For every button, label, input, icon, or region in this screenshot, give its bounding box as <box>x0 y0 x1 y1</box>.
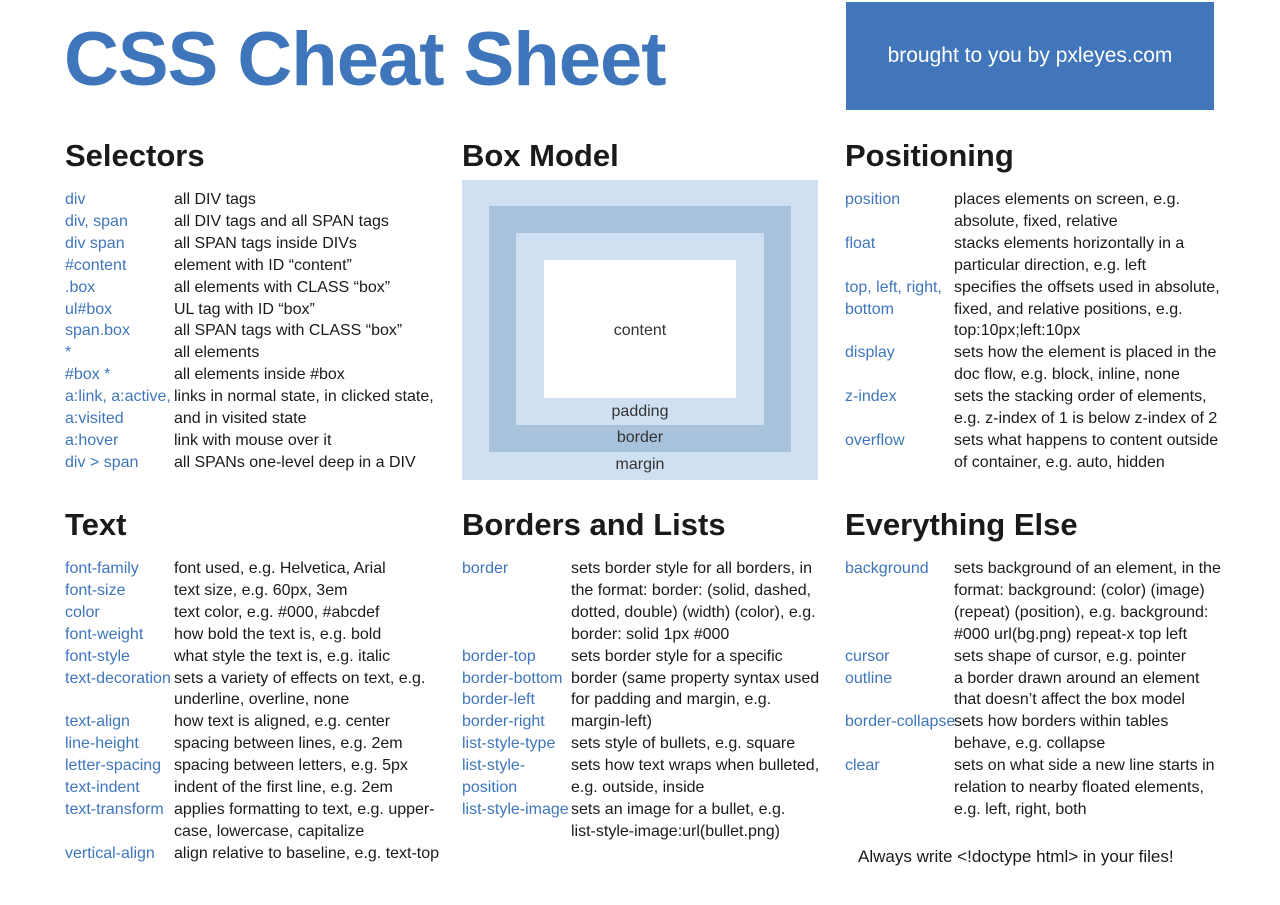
property-description <box>174 558 386 580</box>
page-title: CSS Cheat Sheet <box>64 17 666 102</box>
property-name <box>845 646 954 668</box>
property-name <box>65 364 174 386</box>
property-description <box>174 386 434 430</box>
property-description <box>954 430 1218 474</box>
property-description-line: sets an image for a bullet, e.g. <box>571 800 786 818</box>
property-description-line: sets how the element is placed in the <box>954 344 1217 362</box>
property-name-line: clear <box>845 757 880 775</box>
property-name-line: overflow <box>845 431 905 449</box>
definition-row <box>462 799 819 843</box>
property-name-line: div <box>65 191 86 208</box>
definition-row <box>65 580 439 602</box>
property-name-line: #content <box>65 256 127 274</box>
property-description-line: how text is aligned, e.g. center <box>174 713 391 731</box>
property-description-line: indent of the first line, e.g. 2em <box>174 779 393 797</box>
property-description-line: align relative to baseline, e.g. text-top <box>174 844 440 862</box>
property-name-line: div span <box>65 234 125 252</box>
property-name-line: border-right <box>462 713 545 731</box>
property-name-line: list-style- <box>462 757 526 775</box>
property-description-line: element with ID “content” <box>174 256 352 274</box>
everything-else-list <box>845 558 1221 821</box>
property-description-line: margin-left) <box>571 713 652 731</box>
property-description <box>954 646 1186 668</box>
margin-label: margin <box>615 456 665 473</box>
property-description <box>174 430 331 452</box>
property-name <box>65 711 174 733</box>
property-description <box>174 624 381 646</box>
property-description-line: sets how borders within tables <box>954 713 1169 731</box>
property-description-line: what style the text is, e.g. italic <box>174 647 391 665</box>
property-description <box>174 711 390 733</box>
property-description-line: absolute, fixed, relative <box>954 212 1118 230</box>
property-name <box>845 342 954 386</box>
property-name <box>65 277 174 299</box>
borders-lists-list <box>462 558 819 843</box>
property-name-line: border <box>462 560 509 577</box>
property-description-line: case, lowercase, capitalize <box>174 822 365 840</box>
property-description-line: specifies the offsets used in absolute, <box>954 278 1220 296</box>
property-name-line: text-decoration <box>65 669 171 687</box>
property-name-line: outline <box>845 669 893 687</box>
property-description-line: text size, e.g. 60px, 3em <box>174 581 348 599</box>
property-name <box>65 342 174 364</box>
property-description-line: all DIV tags <box>174 191 256 208</box>
property-name-line: position <box>462 779 518 797</box>
property-description <box>174 364 345 386</box>
definition-row <box>65 211 434 233</box>
positioning-list <box>845 189 1220 474</box>
property-description-line: all SPAN tags with CLASS “box” <box>174 322 403 340</box>
property-name <box>65 255 174 277</box>
property-name <box>462 799 571 843</box>
property-name <box>65 843 174 865</box>
property-description-line: all elements inside #box <box>174 366 345 384</box>
box-model-heading: Box Model <box>462 138 619 173</box>
property-description-line: all elements <box>174 344 260 362</box>
property-name-line: border-collapse <box>845 713 956 731</box>
property-name-line: text-align <box>65 713 130 731</box>
property-description <box>954 558 1221 646</box>
property-name <box>845 189 954 233</box>
property-description <box>571 733 795 755</box>
property-description-line: for padding and margin, e.g. <box>571 691 772 709</box>
definition-row <box>462 755 819 799</box>
property-name <box>462 646 571 734</box>
definition-row <box>65 386 434 430</box>
banner-text: brought to you by pxleyes.com <box>887 44 1173 67</box>
property-name <box>65 558 174 580</box>
property-name-line: float <box>845 234 876 252</box>
property-name <box>65 452 174 474</box>
property-description <box>571 799 785 843</box>
property-description-line: sets border style for all borders, in <box>571 560 812 577</box>
property-name-line: a:hover <box>65 431 119 449</box>
property-description-line: sets border style for a specific <box>571 647 783 665</box>
borders-lists-heading: Borders and Lists <box>462 507 726 542</box>
definition-row <box>65 646 439 668</box>
property-description <box>174 189 256 211</box>
definition-row <box>845 386 1220 430</box>
definition-row <box>845 430 1220 474</box>
property-name <box>65 580 174 602</box>
definition-row <box>845 342 1220 386</box>
property-name-line: display <box>845 344 895 362</box>
property-description-line: #000 url(bg.png) repeat-x top left <box>954 625 1188 643</box>
definition-row <box>65 843 439 865</box>
property-name-line: #box * <box>65 366 111 384</box>
property-name-line: font-size <box>65 581 126 599</box>
property-description-line: places elements on screen, e.g. <box>954 191 1180 208</box>
property-description <box>954 189 1180 233</box>
property-description-line: all SPAN tags inside DIVs <box>174 234 357 252</box>
property-name-line: border-left <box>462 691 535 709</box>
property-description-line: sets how text wraps when bulleted, <box>571 757 820 775</box>
property-name-line: text-transform <box>65 800 164 818</box>
text-heading: Text <box>65 507 127 542</box>
property-name-line: border-bottom <box>462 669 563 687</box>
definition-row <box>462 558 819 646</box>
definition-row <box>65 799 439 843</box>
property-name <box>845 668 954 712</box>
definition-row <box>65 189 434 211</box>
property-description-line: border (same property syntax used <box>571 669 820 687</box>
definition-row <box>65 320 434 342</box>
property-description-line: sets shape of cursor, e.g. pointer <box>954 647 1187 665</box>
definition-row <box>65 558 439 580</box>
property-description <box>954 233 1184 277</box>
selectors-heading: Selectors <box>65 138 205 173</box>
property-description <box>174 755 408 777</box>
property-name-line: .box <box>65 278 96 296</box>
property-name-line: background <box>845 560 929 577</box>
everything-else-heading: Everything Else <box>845 507 1078 542</box>
property-description-line: sets what happens to content outside <box>954 431 1219 449</box>
property-name <box>65 211 174 233</box>
property-name-line: span.box <box>65 322 130 340</box>
property-description <box>174 299 315 321</box>
property-name <box>845 711 954 755</box>
property-description-line: fixed, and relative positions, e.g. <box>954 300 1183 318</box>
property-name <box>462 755 571 799</box>
property-description-line: applies formatting to text, e.g. upper- <box>174 800 435 818</box>
definition-row <box>65 255 434 277</box>
property-description <box>174 668 425 712</box>
property-name-line: a:visited <box>65 410 124 428</box>
property-name <box>65 755 174 777</box>
property-description <box>571 558 816 646</box>
property-name <box>65 646 174 668</box>
padding-label: padding <box>611 403 669 420</box>
property-name <box>65 668 174 712</box>
property-name-line: z-index <box>845 388 897 406</box>
property-description-line: sets background of an element, in the <box>954 560 1221 577</box>
definition-row <box>65 364 434 386</box>
property-description <box>174 777 393 799</box>
property-description-line: how bold the text is, e.g. bold <box>174 625 382 643</box>
positioning-heading: Positioning <box>845 138 1014 173</box>
property-name <box>65 233 174 255</box>
property-description-line: links in normal state, in clicked state, <box>174 388 434 406</box>
property-name-line: top, left, right, <box>845 278 942 296</box>
property-description-line: a border drawn around an element <box>954 669 1200 687</box>
property-description-line: UL tag with ID “box” <box>174 300 315 318</box>
property-description-line: border: solid 1px #000 <box>571 625 730 643</box>
pxleyes-banner <box>846 2 1214 110</box>
property-description-line: sets the stacking order of elements, <box>954 388 1207 406</box>
property-name <box>845 277 954 343</box>
property-description <box>174 277 390 299</box>
property-description-line: e.g. left, right, both <box>954 800 1087 818</box>
definition-row <box>65 277 434 299</box>
property-description-line: list-style-image:url(bullet.png) <box>571 822 780 840</box>
property-description-line: spacing between lines, e.g. 2em <box>174 735 403 753</box>
property-name <box>65 624 174 646</box>
property-name-line: a:link, a:active, <box>65 388 171 406</box>
definition-row <box>65 733 439 755</box>
definition-row <box>845 668 1221 712</box>
property-description <box>174 211 389 233</box>
property-name-line: list-style-image <box>462 800 569 818</box>
property-description-line: top:10px;left:10px <box>954 322 1081 340</box>
property-description-line: behave, e.g. collapse <box>954 735 1106 753</box>
property-description <box>174 255 352 277</box>
definition-row <box>65 668 439 712</box>
property-name-line: text-indent <box>65 779 140 797</box>
property-name <box>65 777 174 799</box>
definition-row <box>65 711 439 733</box>
definition-row <box>845 646 1221 668</box>
property-name <box>65 320 174 342</box>
definition-row <box>65 299 434 321</box>
property-description-line: stacks elements horizontally in a <box>954 234 1185 252</box>
property-name-line: div, span <box>65 212 128 230</box>
property-name-line: vertical-align <box>65 844 155 862</box>
definition-row <box>462 733 819 755</box>
property-description-line: underline, overline, none <box>174 691 350 709</box>
property-description-line: and in visited state <box>174 410 307 428</box>
definition-row <box>65 777 439 799</box>
property-description-line: that doesn’t affect the box model <box>954 691 1185 709</box>
property-description <box>174 733 403 755</box>
content-label: content <box>613 322 667 339</box>
property-description <box>571 755 819 799</box>
property-name-line: letter-spacing <box>65 757 162 775</box>
property-name <box>462 558 571 646</box>
property-description <box>954 711 1168 755</box>
property-name-line: ul#box <box>65 300 113 318</box>
definition-row <box>845 755 1221 821</box>
definition-row <box>462 646 819 734</box>
definition-row <box>65 233 434 255</box>
property-description <box>954 386 1217 430</box>
property-name-line: font-style <box>65 647 130 665</box>
property-description-line: (repeat) (position), e.g. background: <box>954 603 1209 621</box>
property-description <box>174 320 402 342</box>
definition-row <box>65 624 439 646</box>
property-description-line: e.g. outside, inside <box>571 779 705 797</box>
definition-row <box>65 452 434 474</box>
property-description <box>174 580 347 602</box>
definition-row <box>65 430 434 452</box>
property-description-line: the format: border: (solid, dashed, <box>571 581 812 599</box>
property-description-line: e.g. z-index of 1 is below z-index of 2 <box>954 410 1218 428</box>
property-name-line: cursor <box>845 647 890 665</box>
property-description <box>571 646 819 734</box>
definition-row <box>65 602 439 624</box>
property-name <box>845 233 954 277</box>
property-description-line: dotted, double) (width) (color), e.g. <box>571 603 816 621</box>
property-description-line: all SPANs one-level deep in a DIV <box>174 453 416 471</box>
property-description <box>954 277 1220 343</box>
border-label: border <box>616 429 664 446</box>
property-name <box>462 733 571 755</box>
property-name-line: div > span <box>65 453 139 471</box>
text-list <box>65 558 439 865</box>
property-description-line: all elements with CLASS “box” <box>174 278 391 296</box>
property-description-line: doc flow, e.g. block, inline, none <box>954 366 1180 384</box>
property-description <box>174 233 357 255</box>
property-description-line: relation to nearby floated elements, <box>954 779 1204 797</box>
property-name-line: border-top <box>462 647 536 665</box>
property-description <box>954 342 1216 386</box>
property-description-line: link with mouse over it <box>174 431 332 449</box>
property-description <box>174 843 439 865</box>
definition-row <box>845 189 1220 233</box>
property-description <box>174 602 379 624</box>
property-description <box>174 452 416 474</box>
property-name <box>845 430 954 474</box>
property-name-line: position <box>845 191 901 208</box>
property-name <box>845 386 954 430</box>
selectors-list <box>65 189 434 474</box>
property-description-line: of container, e.g. auto, hidden <box>954 453 1165 471</box>
definition-row <box>845 558 1221 646</box>
property-description-line: text color, e.g. #000, #abcdef <box>174 603 380 621</box>
footer-note: Always write <!doctype html> in your files! <box>858 847 1174 866</box>
property-name <box>845 558 954 646</box>
definition-row <box>845 277 1220 343</box>
property-name-line: font-weight <box>65 625 144 643</box>
property-name <box>65 733 174 755</box>
definition-row <box>65 755 439 777</box>
property-description <box>954 755 1215 821</box>
property-name-line: list-style-type <box>462 735 556 753</box>
property-description <box>174 646 390 668</box>
definition-row <box>845 711 1221 755</box>
property-name <box>65 386 174 430</box>
property-description-line: font used, e.g. Helvetica, Arial <box>174 560 386 577</box>
definition-row <box>65 342 434 364</box>
property-name-line: font-family <box>65 560 139 577</box>
property-name <box>65 799 174 843</box>
property-name-line: line-height <box>65 735 139 753</box>
property-name <box>65 299 174 321</box>
property-name-line: color <box>65 603 100 621</box>
definition-row <box>845 233 1220 277</box>
property-description-line: format: background: (color) (image) <box>954 581 1205 599</box>
property-name-line: bottom <box>845 300 894 318</box>
property-description-line: spacing between letters, e.g. 5px <box>174 757 408 775</box>
property-description-line: sets on what side a new line starts in <box>954 757 1215 775</box>
property-description-line: all DIV tags and all SPAN tags <box>174 212 389 230</box>
property-description <box>174 799 435 843</box>
property-description-line: sets a variety of effects on text, e.g. <box>174 669 426 687</box>
property-name-line: * <box>65 344 72 362</box>
property-name <box>845 755 954 821</box>
property-name <box>65 430 174 452</box>
property-name <box>65 602 174 624</box>
property-description-line: sets style of bullets, e.g. square <box>571 735 796 753</box>
property-description-line: particular direction, e.g. left <box>954 256 1147 274</box>
property-description <box>174 342 259 364</box>
property-description <box>954 668 1200 712</box>
property-name <box>65 189 174 211</box>
